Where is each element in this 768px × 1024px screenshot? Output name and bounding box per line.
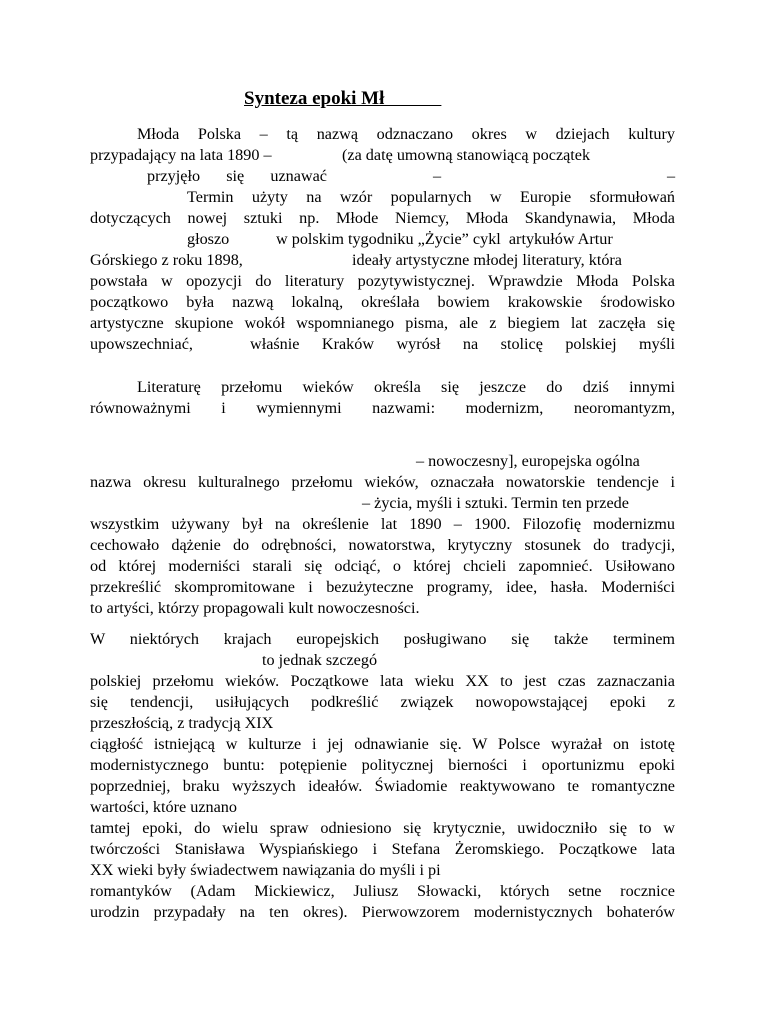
text-line: –: [667, 167, 676, 185]
text-line: – nowoczesny], europejska ogólna: [416, 452, 640, 470]
text-line: właśnie Kraków wyrósł na stolicę polskiej myśli: [250, 335, 675, 353]
text-line: Literaturę przełomu wieków określa się jeszcze do dziś innymi: [137, 378, 675, 396]
text-line: wszystkim używany był na określenie lat 1890 – 1900. Filozofię modernizmu: [90, 515, 675, 533]
text-line: przyjęło się uznawać: [147, 167, 327, 185]
text-line: początkowo była nazwą lokalną, określała bowiem krakowskie środowisko: [90, 293, 675, 311]
text-line: ideały artystyczne młodej literatury, która: [352, 251, 622, 269]
text-line: romantyków (Adam Mickiewicz, Juliusz Słowacki, których setne rocznice: [90, 882, 675, 900]
text-line: urodzin przypadały na ten okres). Pierwowzorem modernistycznych bohaterów: [90, 903, 675, 921]
text-line: głoszo: [187, 230, 230, 248]
text-line: dotyczących nowej sztuki np. Młode Niemcy, Młoda Skandynawia, Młoda: [90, 209, 675, 227]
text-line: ciągłość istniejącą w kulturze i jej odnawianie się. W Polsce wyrażał on istotę: [90, 735, 675, 753]
text-line: nazwa okresu kulturalnego przełomu wieków, oznaczała nowatorskie tendencje i: [90, 473, 675, 491]
text-line: to jednak szczegó: [262, 651, 378, 669]
text-line: w polskim tygodniku „Życie” cykl artykułów Artur: [276, 230, 613, 248]
text-line: tamtej epoki, do wielu spraw odniesiono się krytycznie, uwidoczniło się to w: [90, 819, 675, 837]
text-line: twórczości Stanisława Wyspiańskiego i Stefana Żeromskiego. Początkowe lata: [90, 840, 675, 858]
text-line: Młoda Polska – tą nazwą odznaczano okres w dziejach kultury: [137, 125, 675, 143]
text-line: (za datę umowną stanowiącą początek: [342, 146, 591, 164]
text-line: upowszechniać,: [90, 335, 193, 353]
text-line: równoważnymi i wymiennymi nazwami: modernizm, neoromantyzm,: [90, 399, 675, 417]
text-line: W niektórych krajach europejskich posługiwano się także terminem: [90, 630, 675, 648]
text-line: wartości, które uznano: [90, 798, 237, 816]
text-line: artystyczne skupione wokół wspomnianego pisma, ale z biegiem lat zaczęła się: [90, 314, 675, 332]
text-line: przekreślić skompromitowane i bezużyteczne programy, idee, hasła. Moderniści: [90, 578, 675, 596]
text-line: modernistycznego buntu: potępienie politycznej bierności i oportunizmu epoki: [90, 756, 675, 774]
text-line: XX wieki były świadectwem nawiązania do myśli i pi: [90, 861, 441, 879]
text-line: powstała w opozycji do literatury pozytywistycznej. Wprawdzie Młoda Polska: [90, 272, 675, 290]
text-line: – życia, myśli i sztuki. Termin ten przede: [362, 494, 629, 512]
text-line: przeszłością, z tradycją XIX: [90, 714, 274, 732]
text-line: –: [433, 167, 442, 185]
text-line: polskiej przełomu wieków. Początkowe lata wieku XX to jest czas zaznaczania: [90, 672, 675, 690]
text-line: Górskiego z roku 1898,: [90, 251, 243, 269]
text-line: poprzedniej, braku wyższych ideałów. Świadomie reaktywowano te romantyczne: [90, 777, 675, 795]
text-line: od której moderniści starali się odciąć, o której chcieli zapomnieć. Usiłowano: [90, 557, 675, 575]
text-line: przypadający na lata 1890 –: [90, 146, 272, 164]
text-line: Termin użyty na wzór popularnych w Europie sformułowań: [187, 188, 675, 206]
text-line: cechowało dążenie do odrębności, nowatorstwa, krytyczny stosunek do tradycji,: [90, 536, 675, 554]
document-title: Synteza epoki Mł: [244, 88, 442, 109]
text-line: się tendencji, usiłujących podkreślić związek nowopowstającej epoki z: [90, 693, 675, 711]
text-line: to artyści, którzy propagowali kult nowoczesności.: [90, 599, 420, 617]
